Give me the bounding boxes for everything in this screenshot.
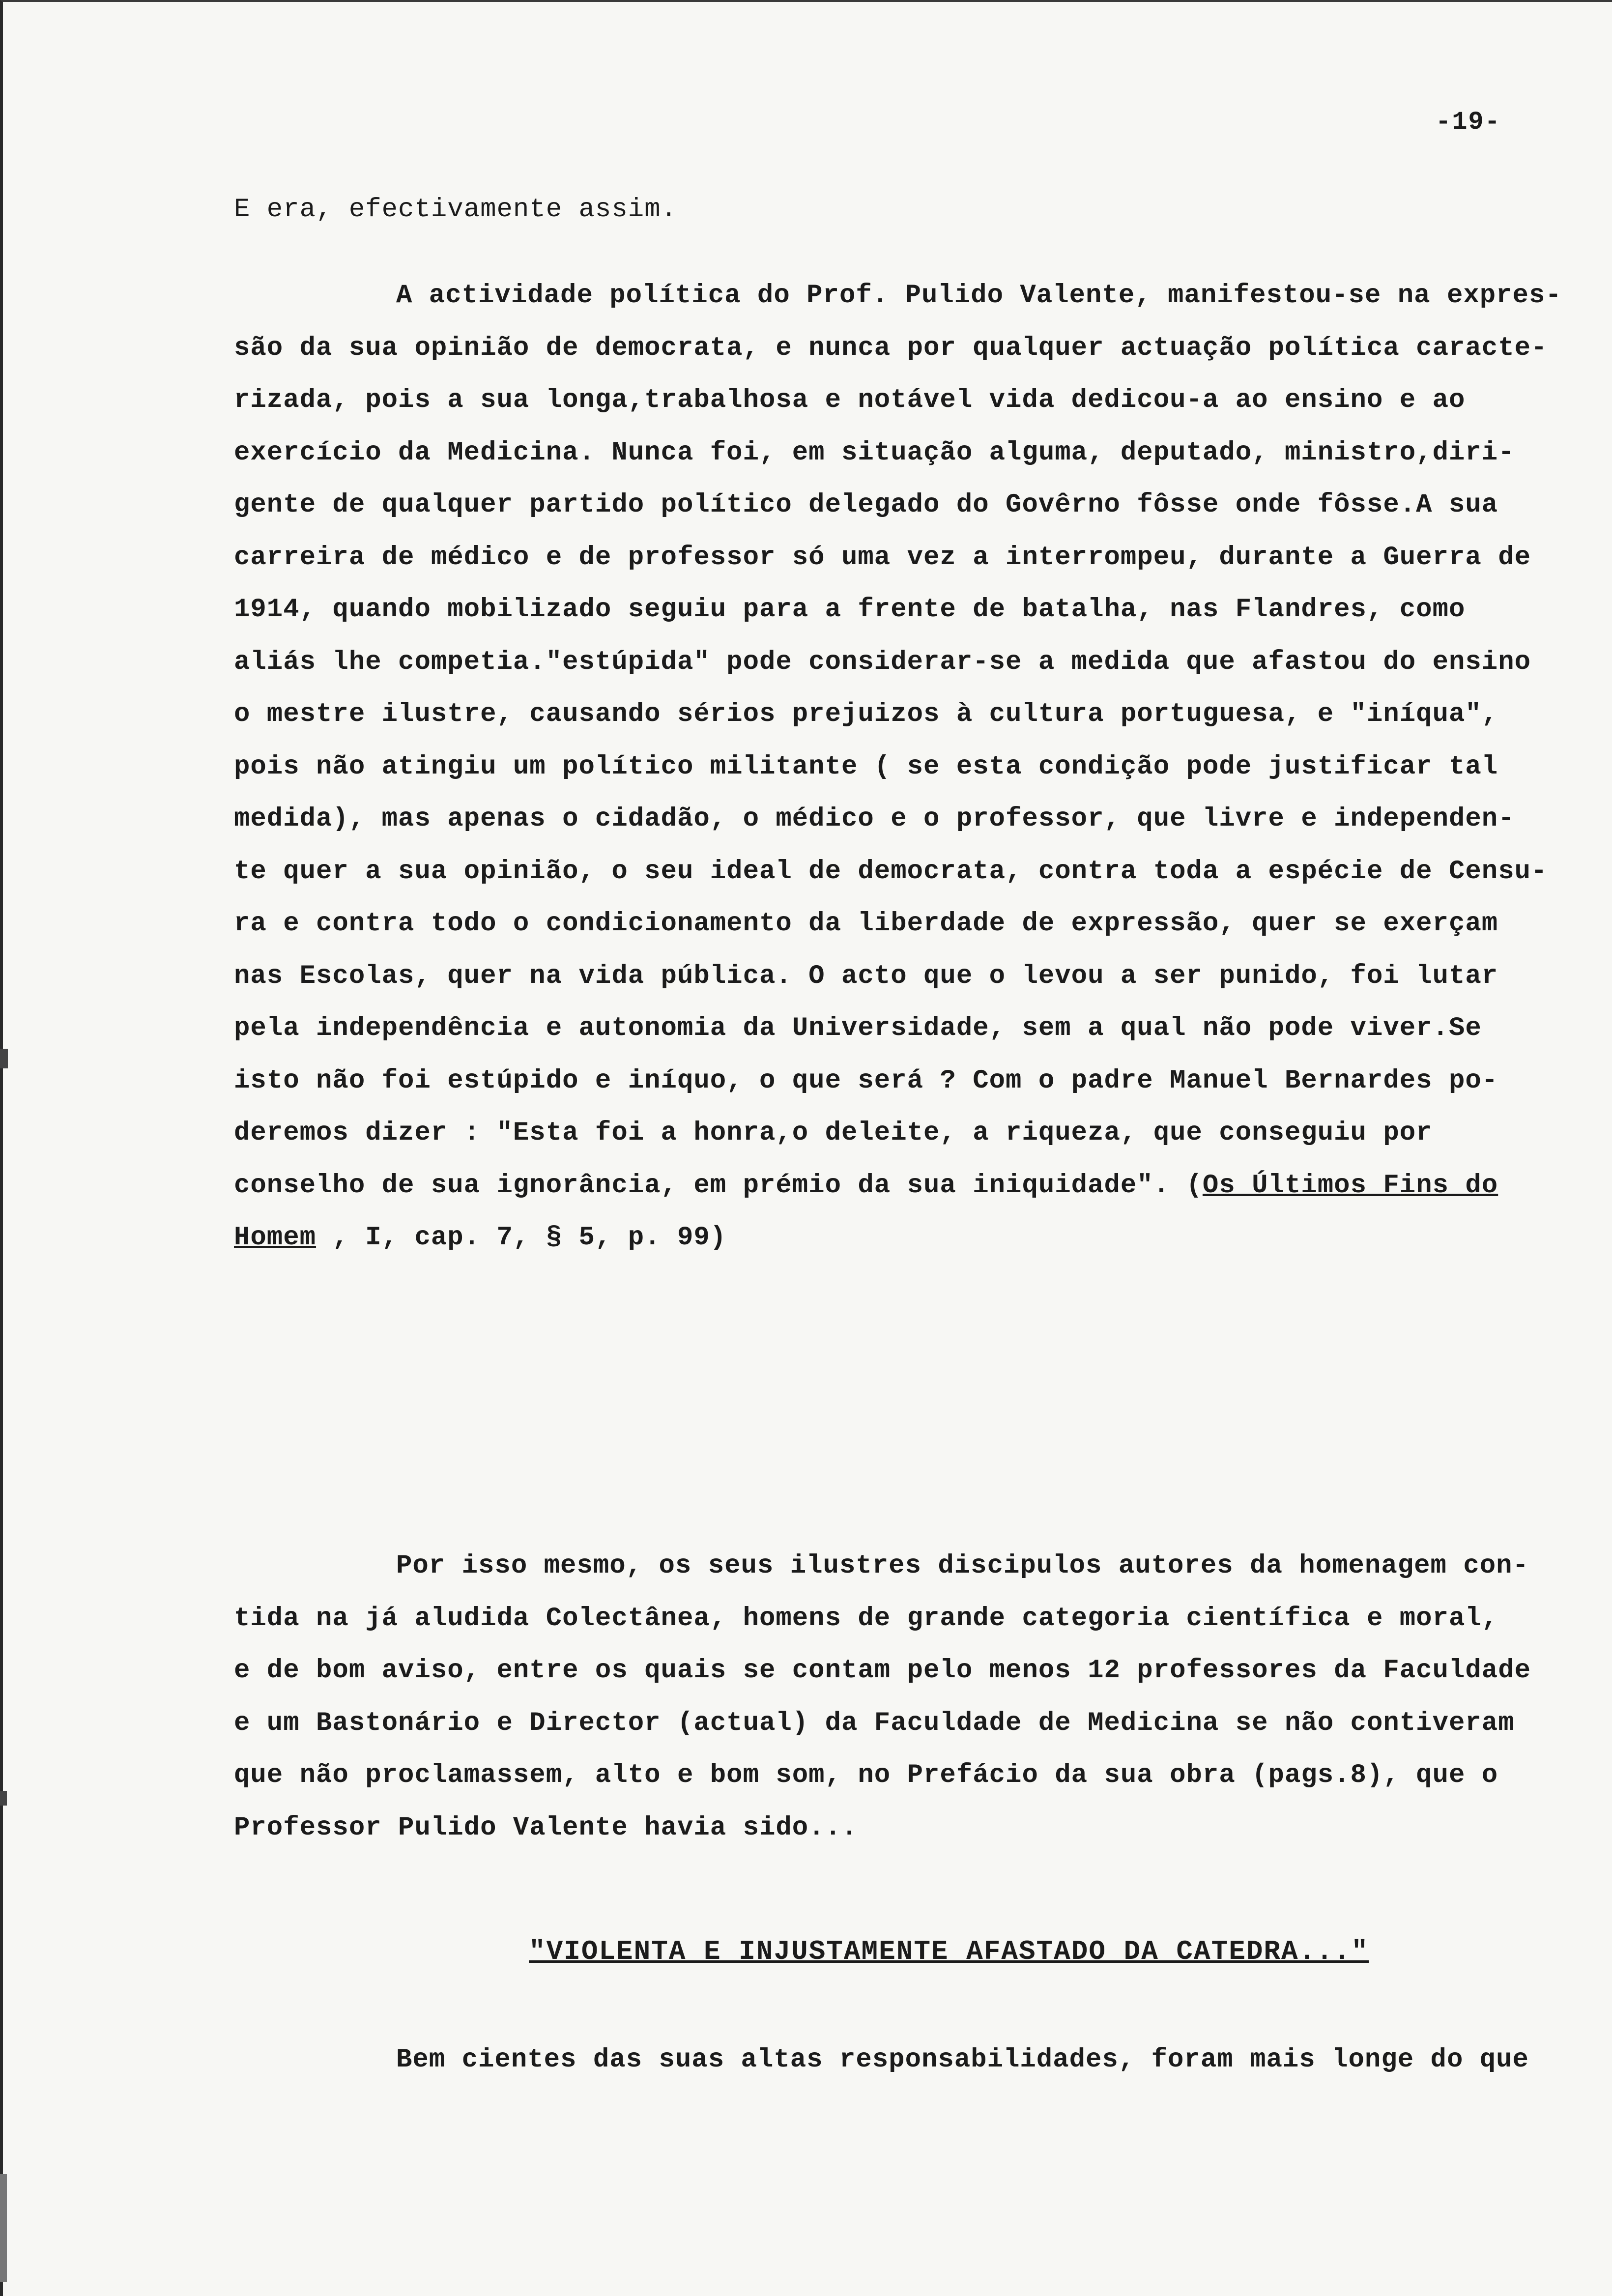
paragraph-line: aliás lhe competia."estúpida" pode considerar-se a medida que afastou do ensino	[234, 647, 1531, 677]
paragraph-line: isto não foi estúpido e iníquo, o que será ? Com o padre Manuel Bernardes po-	[234, 1065, 1498, 1096]
paragraph-line: ra e contra todo o condicionamento da liberdade de expressão, quer se exerçam	[234, 909, 1498, 939]
paragraph-line: rizada, pois a sua longa,trabalhosa e notável vida dedicou-a ao ensino e ao	[234, 385, 1466, 415]
paragraph-3	[234, 2034, 1531, 2087]
paragraph-line: são da sua opinião de democrata, e nunca por qualquer actuação política caracte-	[234, 333, 1548, 363]
paragraph-line: e de bom aviso, entre os quais se contam pelo menos 12 professores da Faculdade	[234, 1656, 1531, 1686]
paragraph-line: gente de qualquer partido político delegado do Govêrno fôsse onde fôsse.A sua	[234, 490, 1498, 520]
citation-reference: , I, cap. 7, § 5, p. 99)	[316, 1223, 727, 1253]
paragraph-line: A actividade política do Prof. Pulido Valente, manifestou-se na expres-	[396, 281, 1562, 311]
paragraph-line: pela independência e autonomia da Universidade, sem a qual não pode viver.Se	[234, 1013, 1482, 1043]
paragraph-line: carreira de médico e de professor só uma vez a interrompeu, durante a Guerra de	[234, 542, 1531, 573]
intro-text: E era, efectivamente assim.	[234, 195, 677, 225]
paragraph-line: que não proclamassem, alto e bom som, no Prefácio da sua obra (pags.8), que o	[234, 1760, 1498, 1790]
intro-line	[234, 184, 1531, 236]
paragraph-line: e um Bastonário e Director (actual) da Faculdade de Medicina se não contiveram	[234, 1708, 1515, 1738]
paragraph-line: exercício da Medicina. Nunca foi, em situação alguma, deputado, ministro,diri-	[234, 437, 1515, 468]
paragraph-line: Por isso mesmo, os seus ilustres discipulos autores da homenagem con-	[396, 1551, 1529, 1581]
citation-title: Os Últimos Fins do	[1202, 1170, 1498, 1201]
paragraph-line-citation-end	[234, 1212, 1531, 1264]
page-number: -19-	[1436, 108, 1501, 137]
paragraph-1	[234, 270, 1562, 1264]
paragraph-line: Bem cientes das suas altas responsabilidades, foram mais longe do que	[396, 2045, 1529, 2075]
paragraph-line: 1914, quando mobilizado seguiu para a frente de batalha, nas Flandres, como	[234, 595, 1466, 625]
paragraph-line-citation	[234, 1160, 1531, 1212]
paragraph-2	[234, 1540, 1531, 1854]
margin-mark	[0, 1049, 8, 1068]
citation-title-end: Homem	[234, 1223, 317, 1253]
quoted-heading: "VIOLENTA E INJUSTAMENTE AFASTADO DA CATEDRA..."	[529, 1936, 1369, 1967]
paragraph-line: o mestre ilustre, causando sérios prejuizos à cultura portuguesa, e "iníqua",	[234, 699, 1498, 729]
paragraph-line: nas Escolas, quer na vida pública. O acto que o levou a ser punido, foi lutar	[234, 961, 1498, 991]
citation-prefix: conselho de sua ignorância, em prémio da sua iniquidade". (	[234, 1170, 1203, 1201]
paragraph-line: deremos dizer : "Esta foi a honra,o deleite, a riqueza, que conseguiu por	[234, 1118, 1433, 1148]
margin-mark	[0, 1791, 7, 1806]
paragraph-line: Professor Pulido Valente havia sido...	[234, 1812, 858, 1843]
paragraph-line: te quer a sua opinião, o seu ideal de democrata, contra toda a espécie de Censu-	[234, 856, 1548, 887]
paragraph-line: tida na já aludida Colectânea, homens de grande categoria científica e moral,	[234, 1603, 1498, 1634]
margin-mark	[0, 2174, 7, 2282]
paragraph-line: medida), mas apenas o cidadão, o médico e o professor, que livre e independen-	[234, 804, 1515, 834]
paragraph-line: pois não atingiu um político militante ( se esta condição pode justificar tal	[234, 751, 1498, 782]
